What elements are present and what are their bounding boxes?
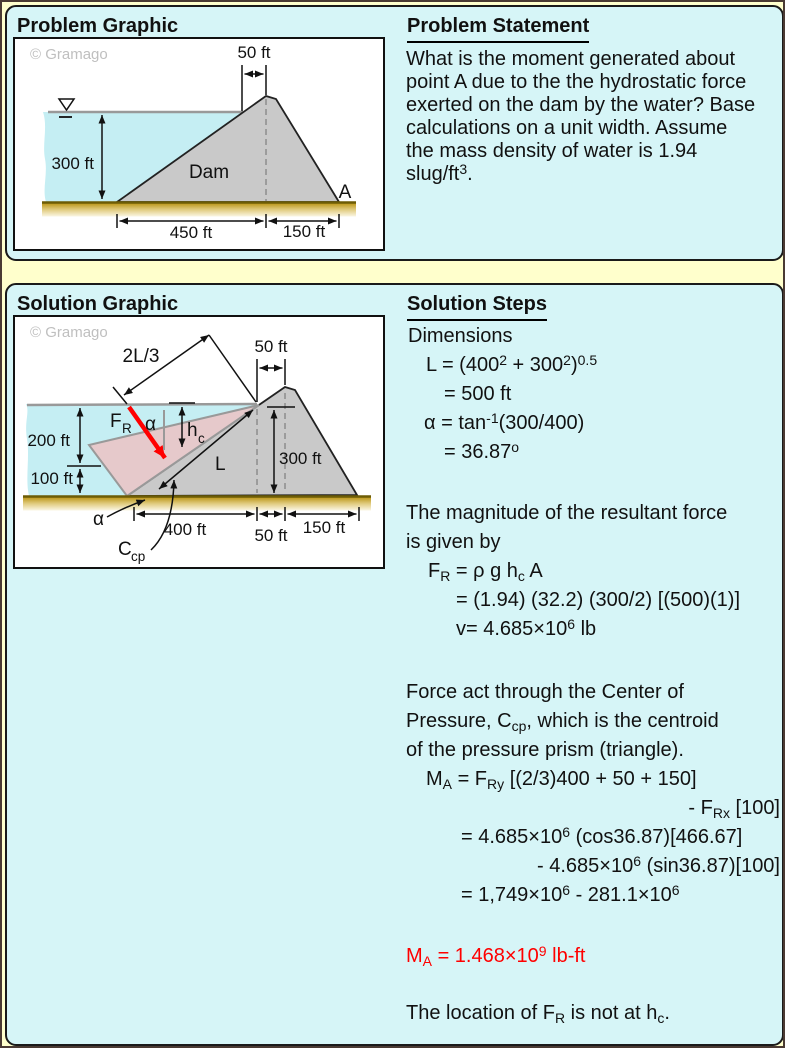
text-line: $F_R = \rho$ g $h_c$ A	[428, 560, 543, 584]
text-line: Force act through the Center of	[406, 681, 684, 703]
text-line: point A due to the the hydrostatic force	[406, 71, 747, 93]
solution-panel	[5, 283, 784, 1046]
text-line: What is the moment generated about	[406, 48, 736, 70]
problem-panel	[5, 5, 784, 261]
text-line: $v= 4.685\times 10^6$ lb	[456, 615, 597, 640]
text-line: Pressure, $C_{cp}$, which is the centroid	[406, 710, 719, 734]
text-line: $L = (400^2 + 300^2)^{0.5}$	[426, 351, 598, 376]
dim-2l3	[113, 335, 256, 404]
svg-text:cp: cp	[131, 549, 146, 564]
text-line: - $F_{Rx}$ [100]	[688, 797, 780, 821]
solution-steps-title: Solution Steps	[407, 293, 547, 321]
svg-text:C: C	[118, 539, 132, 560]
svg-text:400 ft: 400 ft	[163, 520, 207, 539]
svg-text:50 ft: 50 ft	[237, 43, 271, 62]
svg-text:50 ft: 50 ft	[254, 526, 288, 545]
svg-text:R: R	[122, 421, 132, 436]
text-line: = (1.94) (32.2) (300/2) [(500)(1)]	[456, 589, 741, 611]
watermark: © Gramago	[30, 46, 108, 63]
alpha-upper-label: α	[145, 414, 156, 435]
problem-graphic-title: Problem Graphic	[17, 15, 179, 37]
svg-text:150 ft: 150 ft	[282, 222, 326, 241]
water-surface-line	[27, 404, 257, 405]
svg-text:h: h	[187, 420, 198, 441]
text-line: the mass density of water is 1.94	[406, 140, 698, 162]
text-line: - $4.685\times 10^6$ (sin36.87)[100]	[537, 852, 780, 877]
text-line: $M_A = F_{Ry}$ [(2/3)400 + 50 + 150]	[426, 768, 697, 792]
svg-text:450 ft: 450 ft	[169, 223, 213, 242]
ground-band	[42, 204, 356, 217]
svg-text:F: F	[110, 411, 122, 432]
svg-text:α: α	[93, 509, 104, 530]
svg-text:300 ft: 300 ft	[279, 449, 322, 468]
solution-dam-diagram	[15, 317, 383, 567]
problem-dam-diagram	[15, 39, 383, 249]
text-line: = $1,749\times 10^6 - 281.1\times 10^6$	[461, 881, 680, 906]
problem-graphic-figure	[13, 37, 385, 251]
ground-band	[23, 498, 371, 511]
text-line: = $36.87^o$	[444, 438, 520, 463]
text-line: = 500 ft	[444, 383, 512, 405]
text-line: calculations on a unit width. Assume	[406, 117, 728, 139]
problem-statement-text	[406, 48, 780, 186]
svg-text:2L/3: 2L/3	[122, 346, 160, 367]
svg-text:150 ft: 150 ft	[302, 518, 346, 537]
problem-statement-title: Problem Statement	[407, 15, 589, 43]
solution-graphic-figure	[13, 315, 385, 569]
svg-text:200 ft: 200 ft	[27, 431, 70, 450]
svg-text:L: L	[215, 454, 226, 475]
text-line: slug/$ft^3$.	[406, 160, 473, 185]
text-line: $\alpha = \tan^{-1}(300/400)$	[424, 409, 585, 434]
solution-steps-text	[406, 322, 780, 1028]
text-line: of the pressure prism (triangle).	[406, 739, 684, 761]
text-line: = $4.685\times 10^6$ (cos36.87)[466.67]	[461, 823, 743, 848]
text-line: Dimensions	[408, 325, 513, 347]
point-a-label: A	[338, 182, 352, 203]
text-line: The location of $F_R$ is not at $h_c$.	[406, 1002, 670, 1026]
text-line: exerted on the dam by the water? Base	[406, 94, 756, 116]
svg-text:100 ft: 100 ft	[30, 469, 73, 488]
svg-text:300 ft: 300 ft	[51, 154, 94, 173]
text-line: $M_A = 1.468\times 10^9$ lb-ft	[406, 942, 586, 969]
text-line: is given by	[406, 531, 501, 553]
solution-graphic-title: Solution Graphic	[17, 293, 179, 315]
text-line: The magnitude of the resultant force	[406, 502, 728, 524]
dam-label: Dam	[188, 162, 230, 183]
dim-bottom	[117, 214, 339, 242]
svg-text:c: c	[198, 431, 205, 446]
svg-text:50 ft: 50 ft	[254, 337, 288, 356]
watermark: © Gramago	[30, 324, 108, 341]
dim-bottom	[134, 507, 359, 545]
